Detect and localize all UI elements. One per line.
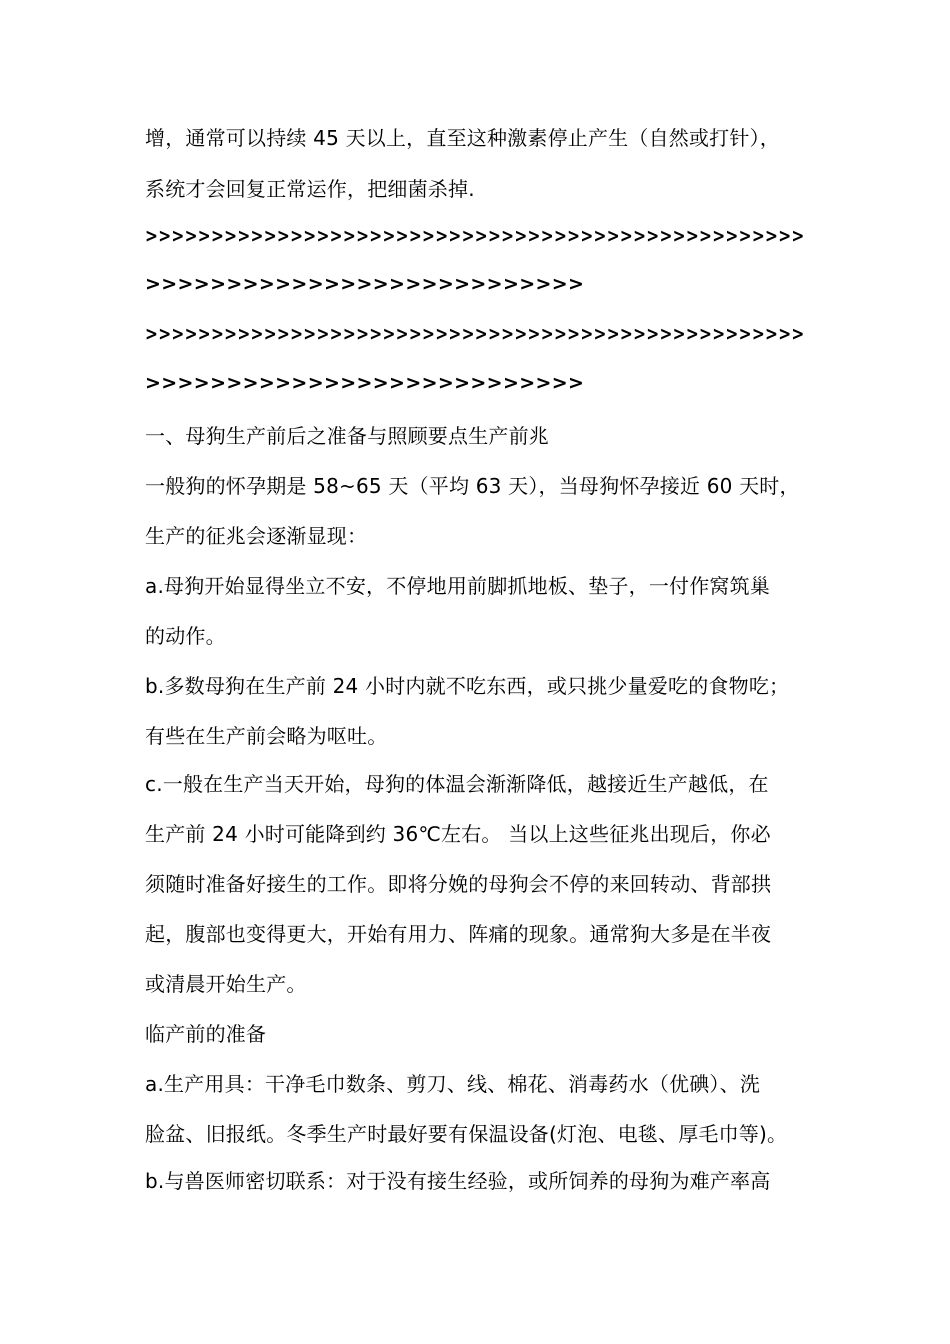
section-heading: 一、母狗生产前后之准备与照顾要点生产前兆: [145, 424, 549, 448]
text-line: 生产前 24 小时可能降到约 36℃左右。 当以上这些征兆出现后，你必: [145, 822, 771, 846]
arrow-separator-line: >>>>>>>>>>>>>>>>>>>>>>>>>>>: [145, 372, 585, 394]
text-line: b.与兽医师密切联系：对于没有接生经验，或所饲养的母狗为难产率高: [145, 1169, 771, 1193]
arrow-separator-line: >>>>>>>>>>>>>>>>>>>>>>>>>>>: [145, 273, 585, 295]
text-line: 脸盆、旧报纸。冬季生产时最好要有保温设备(灯泡、电毯、厚毛巾等)。: [145, 1122, 788, 1146]
text-line: 生产的征兆会逐渐显现：: [145, 524, 368, 548]
text-line: 起，腹部也变得更大，开始有用力、阵痛的现象。通常狗大多是在半夜: [145, 922, 772, 946]
text-line: a.母狗开始显得坐立不安，不停地用前脚抓地板、垫子，一付作窝筑巢: [145, 574, 771, 598]
text-line: 系统才会回复正常运作，把细菌杀掉.: [145, 177, 475, 201]
text-line: c.一般在生产当天开始，母狗的体温会渐渐降低，越接近生产越低，在: [145, 772, 769, 796]
text-line: 增，通常可以持续 45 天以上，直至这种激素停止产生（自然或打针），: [145, 126, 780, 150]
text-line: b.多数母狗在生产前 24 小时内就不吃东西，或只挑少量爱吃的食物吃；: [145, 674, 790, 698]
arrow-separator-line: >>>>>>>>>>>>>>>>>>>>>>>>>>>>>>>>>>>>>>>>>>>>>>>>>>: [145, 323, 805, 345]
arrow-separator-line: >>>>>>>>>>>>>>>>>>>>>>>>>>>>>>>>>>>>>>>>>>>>>>>>>>: [145, 225, 805, 247]
text-line: 有些在生产前会略为呕吐。: [145, 724, 388, 748]
text-line: 须随时准备好接生的工作。即将分娩的母狗会不停的来回转动、背部拱: [145, 872, 772, 896]
section-heading: 临产前的准备: [145, 1022, 267, 1046]
text-line: 一般狗的怀孕期是 58~65 天（平均 63 天），当母狗怀孕接近 60 天时，: [145, 474, 800, 498]
text-line: 的动作。: [145, 624, 226, 648]
text-line: a.生产用具：干净毛巾数条、剪刀、线、棉花、消毒药水（优碘）、洗: [145, 1072, 761, 1096]
text-line: 或清晨开始生产。: [145, 972, 307, 996]
